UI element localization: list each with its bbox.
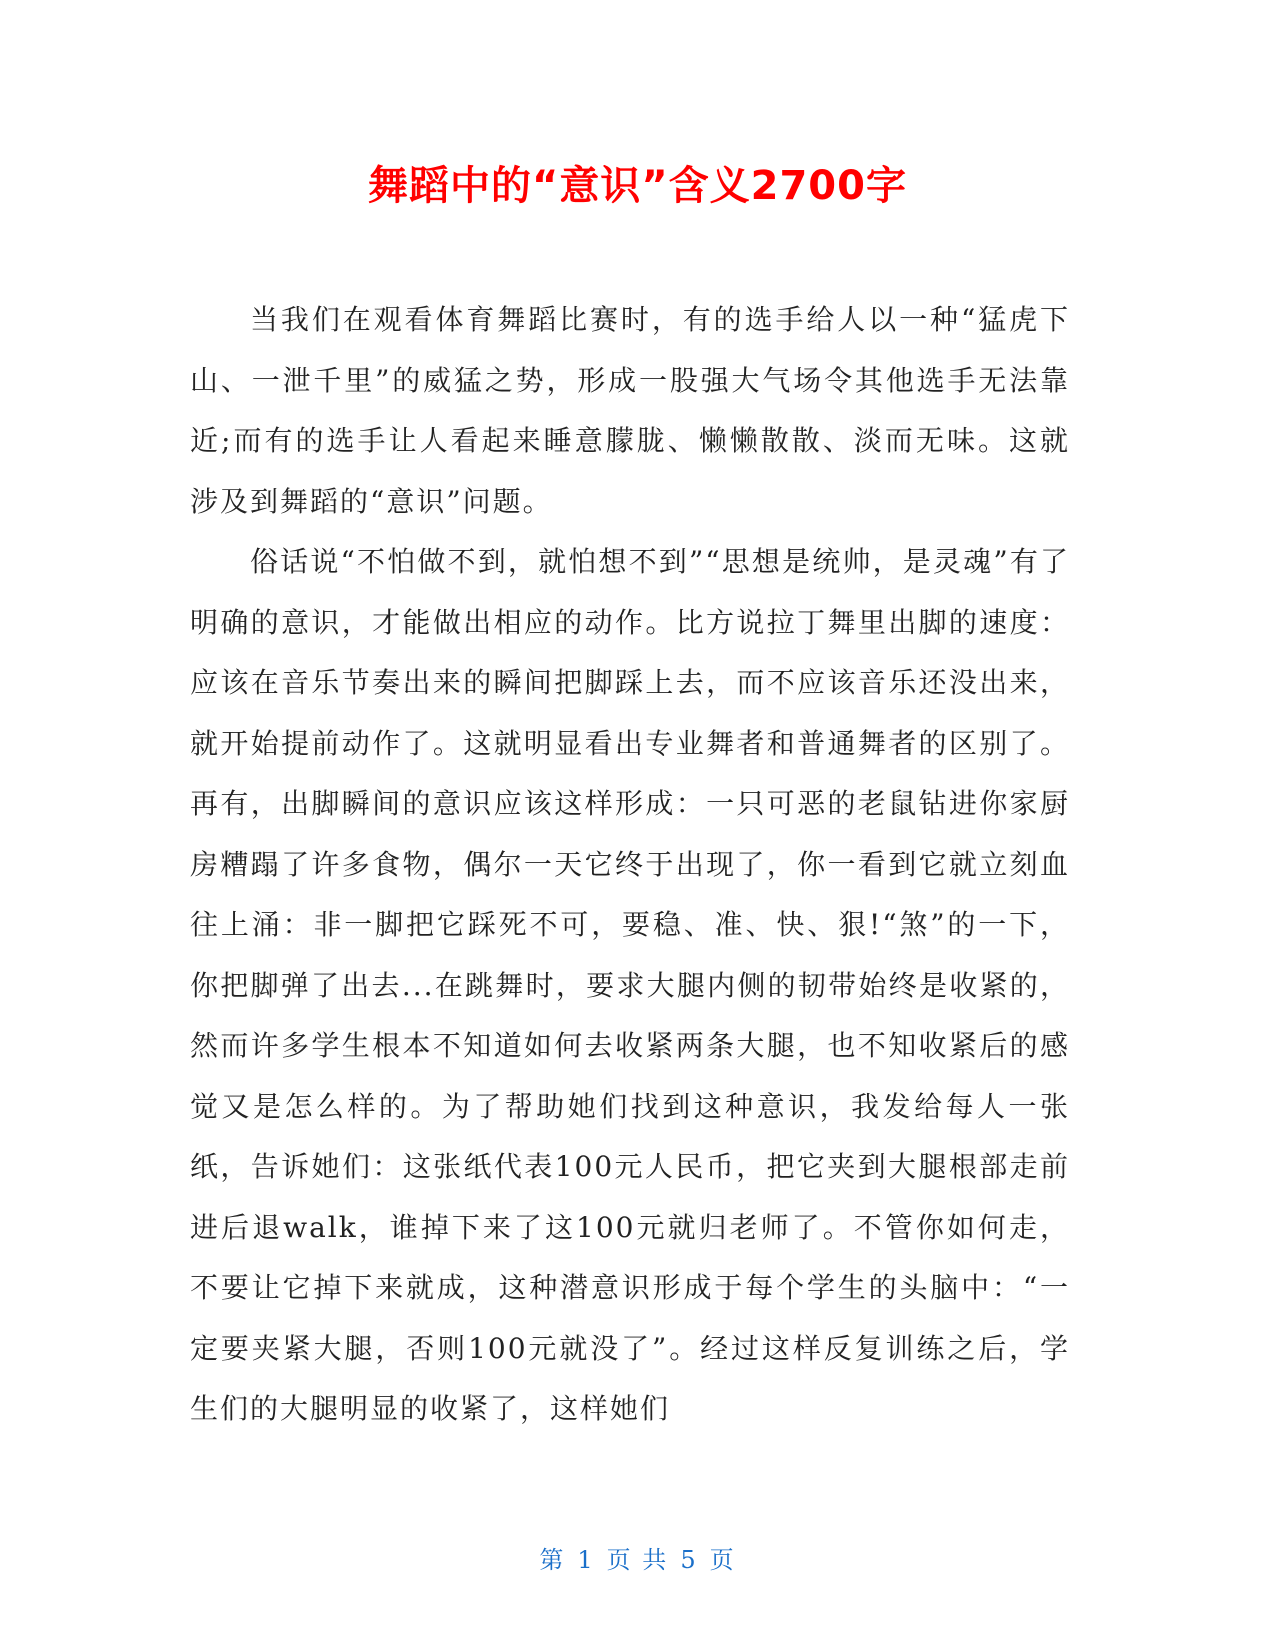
footer-prefix: 第	[539, 1546, 566, 1574]
document-body	[190, 290, 1070, 1440]
page-footer	[0, 1544, 1275, 1576]
footer-middle: 页 共	[606, 1546, 669, 1574]
footer-total-pages: 5	[680, 1546, 698, 1574]
footer-suffix: 页	[709, 1546, 736, 1574]
footer-page-number: 1	[577, 1546, 595, 1574]
document-title: 舞蹈中的“意识”含义2700字	[368, 163, 907, 209]
paragraph: 俗话说“不怕做不到，就怕想不到”“思想是统帅，是灵魂”有了明确的意识，才能做出相应的动作。比方说拉丁舞里出脚的速度：应该在音乐节奏出来的瞬间把脚踩上去，而不应该音乐还没出来，就开始提前动作了。这就明显看出专业舞者和普通舞者的区别了。再有，出脚瞬间的意识应该这样形成：一只可恶的老鼠钻进你家厨房糟蹋了许多食物，偶尔一天它终于出现了，你一看到它就立刻血往上涌：非一脚把它踩死不可，要稳、准、快、狠!“煞”的一下，你把脚弹了出去...在跳舞时，要求大腿内侧的韧带始终是收紧的，然而许多学生根本不知道如何去收紧两条大腿，也不知收紧后的感觉又是怎么样的。为了帮助她们找到这种意识，我发给每人一张纸，告诉她们：这张纸代表100元人民币，把它夹到大腿根部走前进后退walk，谁掉下来了这100元就归老师了。不管你如何走，不要让它掉下来就成，这种潜意识形成于每个学生的头脑中：“一定要夹紧大腿，否则100元就没了”。经过这样反复训练之后，学生们的大腿明显的收紧了，这样她们	[190, 545, 1070, 1425]
paragraph: 当我们在观看体育舞蹈比赛时，有的选手给人以一种“猛虎下山、一泄千里”的威猛之势，形成一股强大气场令其他选手无法靠近;而有的选手让人看起来睡意朦胧、懒懒散散、淡而无味。这就涉及到舞蹈的“意识”问题。	[190, 303, 1070, 518]
